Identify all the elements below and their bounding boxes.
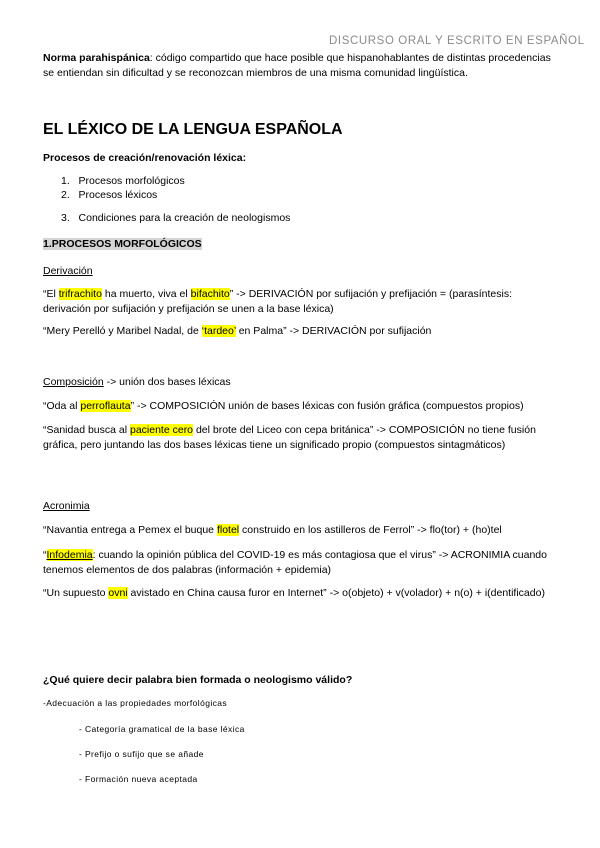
derivacion-example-1: [43, 287, 558, 317]
acronimia-example-1: [43, 523, 558, 538]
example-text: construido en los astilleros de Ferrol” -> flo(tor) + (ho)tel: [239, 524, 502, 536]
highlighted-word: Infodemia: [46, 549, 93, 561]
heading-acronimia: Acronimia: [43, 500, 90, 512]
heading-composicion-label: Composición: [43, 376, 104, 388]
list-item-number: 1.: [61, 175, 70, 187]
page-header: DISCURSO ORAL Y ESCRITO EN ESPAÑOL: [329, 35, 585, 47]
list-item-label: Procesos léxicos: [78, 189, 158, 201]
highlighted-word: ovni: [108, 587, 128, 599]
list-item-label: Condiciones para la creación de neologismos: [78, 212, 291, 224]
acronimia-example-3: [43, 586, 558, 601]
question-heading: ¿Qué quiere decir palabra bien formada o neologismo válido?: [43, 674, 353, 686]
intro-term: Norma parahispánica: [43, 52, 150, 64]
example-text: ” -> DERIVACIÓN por sufijación y prefijación = (parasíntesis: derivación por sufijación y prefijación se unen a la base léxica): [43, 288, 513, 315]
highlighted-word: bifachito: [190, 288, 230, 300]
example-text: avistado en China causa furor en Internet” -> o(objeto) + v(volador) + n(o) + i(dentificado): [127, 587, 545, 599]
bullet-item-1: - Categoría gramatical de la base léxica: [79, 724, 245, 734]
example-text: “Navantia entrega a Pemex el buque: [43, 524, 217, 536]
example-text: “Mery Perelló y Maribel Nadal, de: [43, 325, 202, 337]
document-title: EL LÉXICO DE LA LENGUA ESPAÑOLA: [43, 121, 343, 138]
heading-composicion: [43, 375, 558, 390]
bullet-item-2: - Prefijo o sufijo que se añade: [79, 749, 204, 759]
example-text: en Palma” -> DERIVACIÓN por sufijación: [235, 325, 432, 337]
intro-text: : código compartido que hace posible que hispanohablantes de distintas procedencias se entiendan sin dificultad y se reconozcan miembros de una misma comunidad lingüística.: [43, 52, 551, 79]
list-item-3: [61, 212, 290, 224]
highlighted-word: paciente cero: [129, 424, 194, 436]
heading-derivacion: Derivación: [43, 265, 93, 277]
example-text: “Oda al: [43, 400, 81, 412]
composicion-example-1: [43, 399, 558, 414]
bullet-item-3: - Formación nueva aceptada: [79, 774, 198, 784]
example-text: “Un supuesto: [43, 587, 109, 599]
list-item-1: [61, 175, 185, 187]
derivacion-example-2: [43, 324, 558, 339]
example-text: del brote del Liceo con cepa británica” -> COMPOSICIÓN no tiene fusión gráfica, pero juntando las dos bases léxicas tiene un significado propio (compuestos sintagmáticos): [43, 424, 536, 451]
example-text: “Sanidad busca al: [43, 424, 130, 436]
heading-composicion-suffix: -> unión dos bases léxicas: [103, 376, 231, 388]
list-item-number: 2.: [61, 189, 70, 201]
composicion-example-2: [43, 423, 558, 453]
list-item-2: [61, 189, 157, 201]
acronimia-example-2: [43, 548, 558, 578]
example-text: : cuando la opinión pública del COVID-19 es más contagiosa que el virus” -> ACRONIMIA cuando tenemos elementos de dos palabras (información + epidemia): [43, 549, 547, 576]
list-item-label: Procesos morfológicos: [78, 175, 185, 187]
section-subtitle: Procesos de creación/renovación léxica:: [43, 152, 247, 164]
adecuacion-line: -Adecuación a las propiedades morfológicas: [43, 698, 228, 708]
intro-paragraph: [43, 51, 558, 81]
list-item-number: 3.: [61, 212, 70, 224]
highlighted-word: perroflauta: [80, 400, 131, 412]
example-text: ” -> COMPOSICIÓN unión de bases léxicas con fusión gráfica (compuestos propios): [130, 400, 524, 412]
highlighted-word: flotel: [216, 524, 240, 536]
example-text: “El: [43, 288, 59, 300]
example-text: ha muerto, viva el: [101, 288, 191, 300]
highlighted-word: ‘tardeo’: [201, 325, 236, 337]
highlighted-word: trifrachito: [58, 288, 102, 300]
section-heading-morfologicos: [43, 237, 558, 252]
example-text: “: [43, 549, 47, 561]
section-heading-text: 1.PROCESOS MORFOLÓGICOS: [43, 238, 202, 250]
